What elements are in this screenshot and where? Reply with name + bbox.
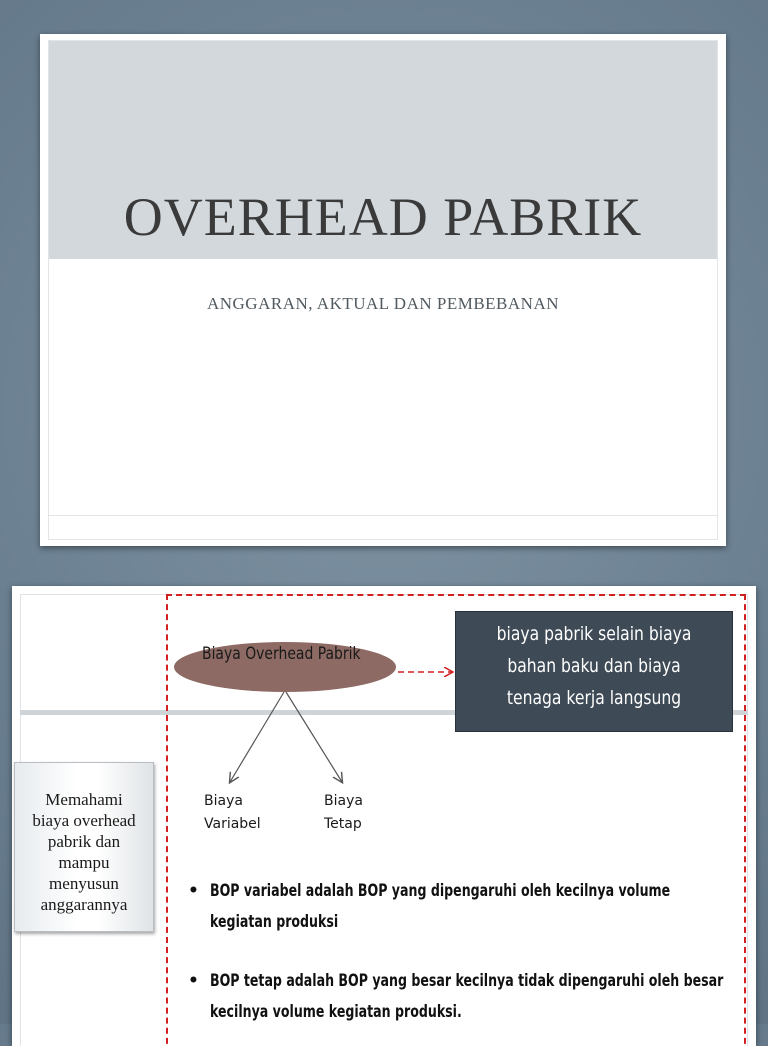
definition-line: biaya pabrik selain biaya <box>496 623 692 645</box>
definition-line: tenaga kerja langsung <box>506 687 682 709</box>
goal-line: menyusun <box>49 874 119 893</box>
bullet-item <box>184 966 732 1028</box>
branch-line: Biaya <box>324 793 363 809</box>
learning-goal-box <box>14 762 154 932</box>
definition-box <box>455 611 733 732</box>
slide-footer-line <box>48 515 718 516</box>
branch-tetap <box>324 790 363 836</box>
branch-line: Variabel <box>204 816 261 832</box>
slide-subtitle: ANGGARAN, AKTUAL DAN PEMBEBANAN <box>206 294 560 313</box>
bullet-dot: • <box>188 881 199 901</box>
goal-line: mampu <box>58 853 110 872</box>
title-slide <box>40 34 726 546</box>
goal-line: Memahami <box>45 790 123 809</box>
bullet-list <box>184 876 732 1046</box>
branch-variabel <box>204 790 261 836</box>
variabel-arrow <box>230 692 284 782</box>
branch-line: Tetap <box>324 816 362 832</box>
definition-line: bahan baku dan biaya <box>507 655 681 677</box>
bullet-item <box>184 876 732 938</box>
bullet-text: BOP variabel adalah BOP yang dipengaruhi oleh kecilnya volume kegiatan produksi <box>210 881 671 932</box>
goal-line: biaya overhead <box>32 811 136 830</box>
goal-line: pabrik dan <box>47 832 121 851</box>
branch-line: Biaya <box>204 793 243 809</box>
bullet-text: BOP tetap adalah BOP yang besar kecilnya tidak dipengaruhi oleh besar kecilnya volume kegiatan produksi. <box>210 971 724 1022</box>
slide-title: OVERHEAD PABRIK <box>123 187 643 247</box>
goal-line: anggarannya <box>40 895 128 914</box>
bullet-dot: • <box>188 971 199 991</box>
overhead-label: Biaya Overhead Pabrik <box>202 644 361 664</box>
content-slide <box>12 586 756 1046</box>
tetap-arrow <box>286 692 342 782</box>
